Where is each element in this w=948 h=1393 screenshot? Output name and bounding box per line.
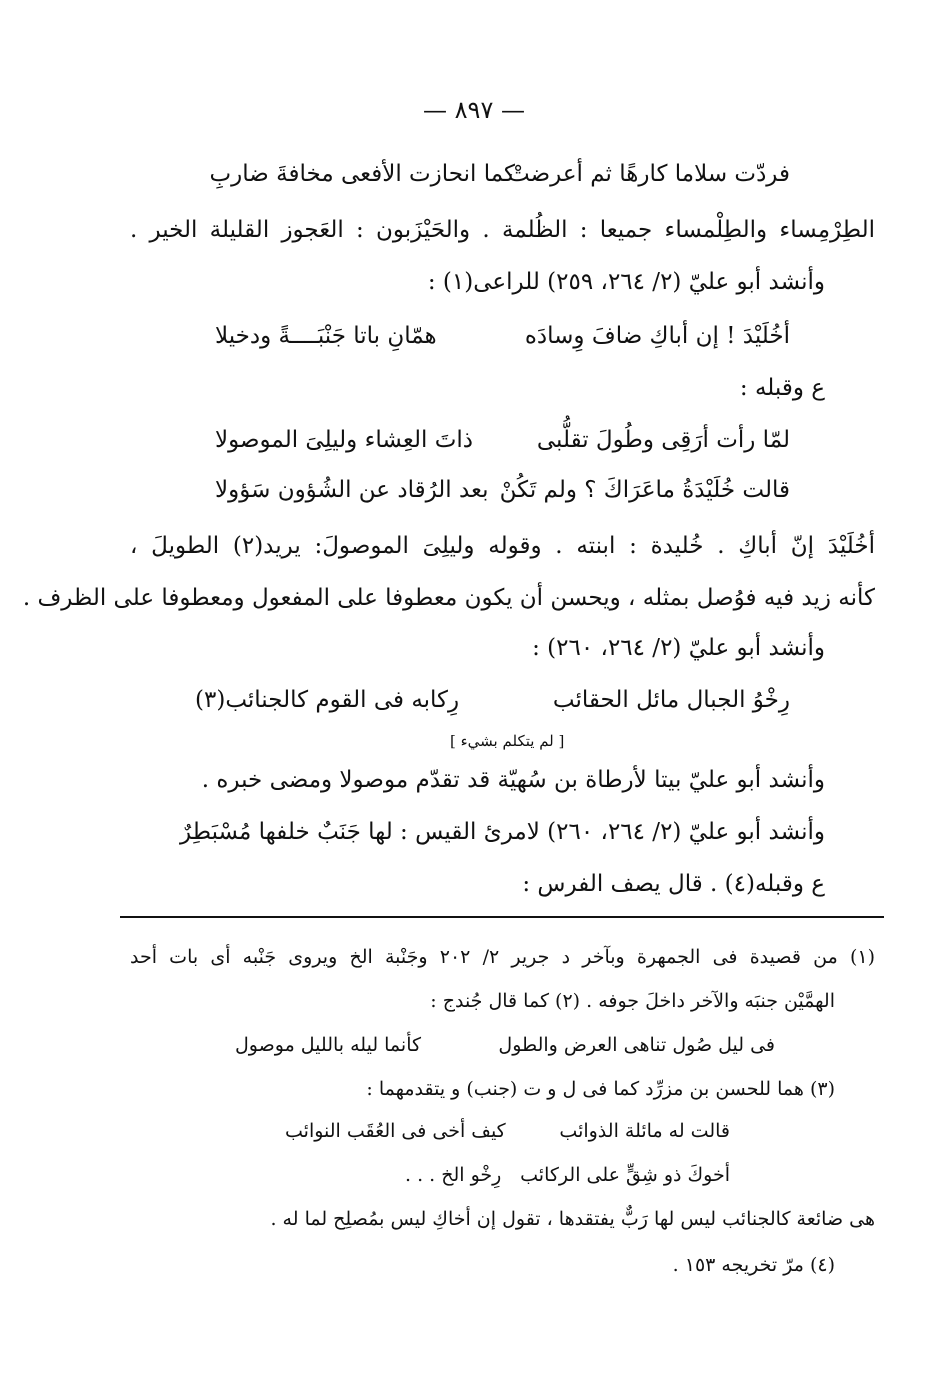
footnote-3-line-1: (٣) هما للحسن بن مزرِّد كما فى ل و ت (جنب) و يتقدمهما : [366, 1078, 835, 1100]
footnote-divider [120, 916, 884, 918]
footnote-4-line: (٤) مرّ تخريجه ١٥٣ . [672, 1254, 835, 1276]
verse-line-1 [209, 154, 790, 198]
editorial-note: [ لم يتكلم بشيء ] [450, 732, 565, 750]
page-number: — ٨٩٧ — [423, 96, 525, 124]
verse-hemistich-first: رِخْوُ الجبال مائل الحقائب [552, 687, 790, 713]
verse-hemistich-first: قالت خُلَيْدَةُ ماعَرَاكَ ؟ ولم تَكُنْ [499, 477, 790, 503]
footnote-3-line-2: هى ضائعة كالجنائب ليس لها رَبٌّ يفتقدها ، تقول إن أخاكِ ليس بمُصلِح لما له . [270, 1208, 875, 1230]
verse-hemistich-first: أخُلَيْدَ ! إن أباكِ ضافَ وِسادَه [524, 323, 790, 349]
footnote-3-verse-2 [405, 1158, 730, 1196]
text-line-2: الطِرْمِساء والطِلْمساء جميعا : الظُلمة . والحَيْزَبون : العَجوز القليلة الخير . [130, 217, 875, 243]
verse-hemistich-second: ذاتَ العِشاء وليلِىَ الموصولا [215, 427, 473, 453]
verse-line-6 [215, 420, 790, 464]
verse-hemistich-first: أخوكَ ذو شِقٍّ على الركائب [520, 1164, 730, 1186]
verse-line-11 [195, 680, 790, 724]
verse-hemistich-second: كأنما ليله بالليل موصول [235, 1034, 422, 1056]
verse-hemistich-second: كيف أخى فى العُقَب النوائب [285, 1120, 506, 1142]
verse-hemistich-second: كما انحازت الأفعى مخافةَ ضاربِ [209, 161, 515, 187]
text-line-10: وأنشد أبو عليّ (٢/ ٢٦٤، ٢٦٠) : [532, 635, 825, 661]
footnote-1-line-2: الهمَّيْن جنبَه والآخر داخلَ جوفه . (٢) كما قال جُندج : [430, 990, 835, 1012]
verse-hemistich-second: بعد الرُقاد عن الشُؤون سَؤولا [215, 477, 489, 503]
verse-hemistich-second: رِخْو الخ . . . [405, 1164, 502, 1186]
text-line-3: وأنشد أبو عليّ (٢/ ٢٦٤، ٢٥٩) للراعى(١) : [427, 269, 825, 295]
text-line-9: كأنه زيد فيه فوُصل بمثله ، ويحسن أن يكون معطوفا على المفعول ومعطوفا على الظرف . [22, 585, 875, 611]
verse-line-4 [215, 316, 790, 360]
text-line-14: ع وقبله(٤) . قال يصف الفرس : [522, 871, 825, 897]
verse-hemistich-first: لمّا رأت أرَقِى وطُولَ تقلُّبى [536, 427, 790, 453]
text-line-13: وأنشد أبو عليّ (٢/ ٢٦٤، ٢٦٠) لامرئ القيس : لها جَنَبٌ خلفها مُسْبَطِرٌ [180, 819, 825, 845]
footnote-1-line-1: (١) من قصيدة فى الجمهرة وبآخر د جرير ٢/ ٢٠٢ وجَنْبة الخ ويروى جَنْبه أى بات أحد [130, 946, 875, 968]
verse-line-7 [215, 470, 790, 514]
footnote-2-verse [235, 1028, 775, 1066]
footnote-3-verse-1 [285, 1114, 730, 1152]
verse-hemistich-first: فردّت سلاما كارهًا ثم أعرضتْ [508, 161, 790, 187]
verse-hemistich-second: رِكابه فى القوم كالجنائب(٣) [195, 687, 460, 713]
text-line-8: أخُلَيْدَ إنّ أباكِ . خُليدة : ابنته . وقوله وليلِىَ الموصولَ: يريد(٢) الطويلَ ، [130, 533, 875, 559]
text-line-5: ع وقبله : [739, 375, 825, 401]
verse-hemistich-second: همّانِ باتا جَنْبَــــةً ودخيلا [215, 323, 437, 349]
verse-hemistich-first: فى ليل صُول تناهى العرض والطول [498, 1034, 775, 1056]
text-line-12: وأنشد أبو عليّ بيتا لأرطاة بن سُهيّة قد تقدّم موصولا ومضى خبره . [201, 767, 825, 793]
verse-hemistich-first: قالت له مائلة الذوائب [559, 1120, 730, 1142]
